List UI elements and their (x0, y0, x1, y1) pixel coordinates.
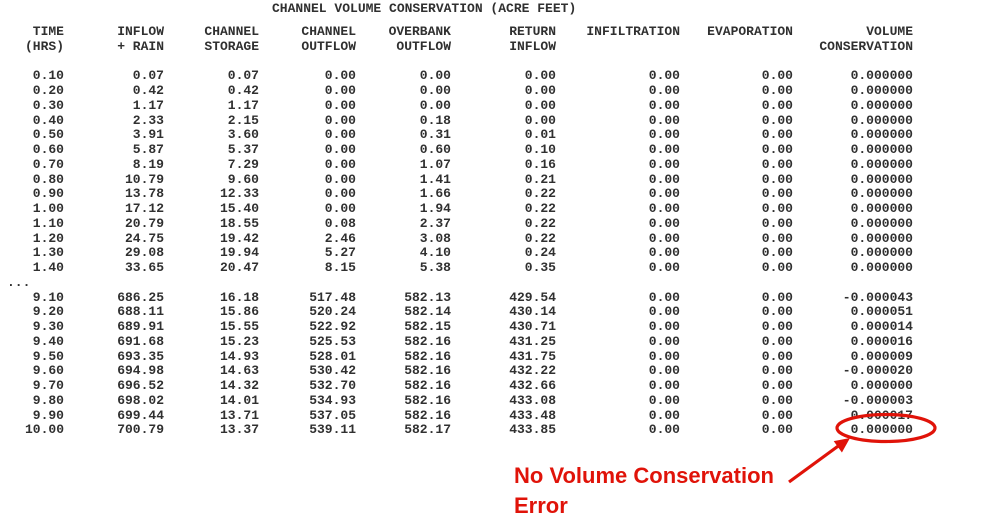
cell: 431.25 (509, 333, 556, 349)
cell: OVERBANK (388, 24, 451, 39)
cell: 0.00 (324, 156, 356, 172)
cell: 0.42 (227, 83, 259, 98)
cell: 14.93 (219, 348, 259, 364)
cell: 534.93 (309, 392, 356, 408)
cell: 0.00 (761, 83, 793, 98)
cell: 0.000000 (850, 201, 913, 216)
cell: 8.15 (324, 260, 356, 275)
cell: 0.000000 (850, 260, 913, 275)
cell: 0.000000 (850, 186, 913, 202)
table-row (0, 423, 917, 438)
cell: VOLUME (866, 24, 913, 39)
cell: 430.71 (509, 319, 556, 334)
cell: OUTFLOW (301, 38, 356, 54)
cell: 18.55 (219, 215, 259, 231)
cell: 2.15 (227, 112, 259, 128)
cell: 0.00 (648, 392, 680, 408)
cell: 0.000000 (850, 142, 913, 157)
cell: 582.15 (404, 319, 451, 334)
cell: 5.38 (419, 260, 451, 275)
cell: 0.00 (648, 378, 680, 393)
cell: 1.07 (419, 156, 451, 172)
cell: 33.65 (124, 260, 164, 275)
cell: 537.05 (309, 407, 356, 423)
cell: 582.16 (404, 407, 451, 423)
cell: 0.00 (648, 319, 680, 334)
cell: 13.37 (219, 422, 259, 438)
cell: 0.00 (761, 319, 793, 334)
cell: 0.00 (648, 245, 680, 261)
cell: 0.00 (648, 363, 680, 379)
cell: 431.75 (509, 348, 556, 364)
cell: 0.22 (524, 215, 556, 231)
cell: INFLOW (509, 38, 556, 54)
cell: 0.00 (761, 142, 793, 157)
annotation-arrow-head (834, 438, 850, 453)
cell: -0.000043 (842, 289, 913, 305)
cell: 0.00 (648, 68, 680, 84)
cell: 15.23 (219, 333, 259, 349)
table-row (0, 158, 917, 173)
table-row (0, 99, 917, 114)
table-row (0, 261, 917, 276)
cell: 14.32 (219, 378, 259, 393)
cell: 0.00 (324, 186, 356, 202)
cell: 0.35 (524, 260, 556, 275)
cell: 9.60 (32, 363, 64, 379)
annotation-text (514, 461, 774, 521)
cell: (HRS) (24, 38, 64, 54)
cell: 15.40 (219, 201, 259, 216)
cell: 9.20 (32, 304, 64, 320)
cell: 0.00 (648, 142, 680, 157)
cell: 0.00 (648, 289, 680, 305)
cell: 0.00 (761, 333, 793, 349)
cell: 522.92 (309, 319, 356, 334)
cell: 582.14 (404, 304, 451, 320)
cell: 0.000000 (850, 83, 913, 98)
cell: 0.70 (32, 156, 64, 172)
cell: 3.08 (419, 230, 451, 246)
cell: 0.00 (524, 97, 556, 113)
cell: 0.00 (648, 171, 680, 187)
cell: 0.00 (648, 201, 680, 216)
cell: 0.90 (32, 186, 64, 202)
cell: 530.42 (309, 363, 356, 379)
cell: 0.22 (524, 230, 556, 246)
cell: 0.00 (524, 68, 556, 84)
table-row (0, 128, 917, 143)
cell: 0.000014 (850, 319, 913, 334)
cell: 0.21 (524, 171, 556, 187)
cell: 3.91 (132, 127, 164, 143)
table-row (0, 202, 917, 217)
cell: 0.00 (648, 230, 680, 246)
cell (684, 40, 797, 55)
cell: 0.00 (419, 83, 451, 98)
table-row (0, 335, 917, 350)
cell: 19.42 (219, 230, 259, 246)
cell: 0.00 (761, 363, 793, 379)
ellipsis-row: ... (7, 274, 31, 290)
cell: 14.01 (219, 392, 259, 408)
cell: 0.000017 (850, 407, 913, 423)
cell: 9.60 (227, 171, 259, 187)
cell: 0.00 (648, 83, 680, 98)
cell: 0.00 (761, 378, 793, 393)
annotation-line2: Error (514, 493, 568, 518)
cell: 12.33 (219, 186, 259, 202)
cell: 693.35 (117, 348, 164, 364)
cell: 0.40 (32, 112, 64, 128)
cell: 2.37 (419, 215, 451, 231)
table-row (0, 350, 917, 365)
cell: 0.20 (32, 83, 64, 98)
cell: 0.22 (524, 201, 556, 216)
cell: 9.40 (32, 333, 64, 349)
cell: CHANNEL (204, 24, 259, 39)
cell: 539.11 (309, 422, 356, 438)
cell: 0.00 (648, 97, 680, 113)
cell: 0.00 (761, 348, 793, 364)
cell: 525.53 (309, 333, 356, 349)
cell: 429.54 (509, 289, 556, 305)
cell: 0.000000 (850, 378, 913, 393)
cell: 9.50 (32, 348, 64, 364)
cell: 19.94 (219, 245, 259, 261)
cell: 432.66 (509, 378, 556, 393)
cell: -0.000003 (842, 392, 913, 408)
cell: 8.19 (132, 156, 164, 172)
cell: 29.08 (124, 245, 164, 261)
header-row-line1 (0, 25, 917, 40)
cell: 689.91 (117, 319, 164, 334)
cell: 582.13 (404, 289, 451, 305)
cell: 15.86 (219, 304, 259, 320)
table-row (0, 217, 917, 232)
cell: 0.60 (419, 142, 451, 157)
cell: 0.00 (324, 127, 356, 143)
cell: 0.00 (524, 83, 556, 98)
table-row (0, 69, 917, 84)
cell: 0.00 (761, 186, 793, 202)
cell: 2.33 (132, 112, 164, 128)
cell: 0.31 (419, 127, 451, 143)
table-row (0, 409, 917, 424)
cell: 5.27 (324, 245, 356, 261)
cell: 0.000000 (850, 245, 913, 261)
cell: CHANNEL (301, 24, 356, 39)
cell: CONSERVATION (819, 38, 913, 54)
cell: 532.70 (309, 378, 356, 393)
cell: 0.00 (761, 97, 793, 113)
table-row (0, 364, 917, 379)
cell: 0.000000 (850, 422, 913, 438)
cell: 0.00 (324, 97, 356, 113)
cell: 0.00 (761, 201, 793, 216)
cell: 2.46 (324, 230, 356, 246)
cell: 0.00 (324, 142, 356, 157)
cell: 0.42 (132, 83, 164, 98)
cell: 0.50 (32, 127, 64, 143)
cell: 1.94 (419, 201, 451, 216)
cell: 1.20 (32, 230, 64, 246)
cell: 15.55 (219, 319, 259, 334)
cell: 14.63 (219, 363, 259, 379)
cell: 0.00 (648, 304, 680, 320)
cell: 17.12 (124, 201, 164, 216)
cell: 0.16 (524, 156, 556, 172)
cell: 0.00 (761, 215, 793, 231)
cell: 0.000000 (850, 97, 913, 113)
cell: 0.00 (761, 68, 793, 84)
cell: 0.00 (324, 112, 356, 128)
cell: 0.60 (32, 142, 64, 157)
cell: 582.17 (404, 422, 451, 438)
cell: 0.18 (419, 112, 451, 128)
cell: 698.02 (117, 392, 164, 408)
cell: 582.16 (404, 363, 451, 379)
cell: 1.41 (419, 171, 451, 187)
cell: 10.79 (124, 171, 164, 187)
cell: 0.000000 (850, 171, 913, 187)
cell: 24.75 (124, 230, 164, 246)
cell: 0.00 (761, 156, 793, 172)
cell: 430.14 (509, 304, 556, 320)
cell: 0.22 (524, 186, 556, 202)
cell: 0.00 (648, 186, 680, 202)
header-row-line2 (0, 40, 917, 55)
cell: 0.00 (761, 289, 793, 305)
cell: 517.48 (309, 289, 356, 305)
cell: 5.37 (227, 142, 259, 157)
cell: 0.00 (648, 422, 680, 438)
cell: 0.00 (648, 333, 680, 349)
cell: 1.17 (132, 97, 164, 113)
cell: 1.10 (32, 215, 64, 231)
cell: 5.87 (132, 142, 164, 157)
cell: 0.00 (648, 407, 680, 423)
cell: 0.00 (648, 156, 680, 172)
cell: 0.00 (761, 407, 793, 423)
cell: 9.80 (32, 392, 64, 408)
report-title: CHANNEL VOLUME CONSERVATION (ACRE FEET) (272, 1, 577, 16)
table-row (0, 379, 917, 394)
table-row (0, 143, 917, 158)
cell: 686.25 (117, 289, 164, 305)
cell: 0.00 (324, 171, 356, 187)
cell: 0.07 (132, 68, 164, 84)
cell: 0.000051 (850, 304, 913, 320)
cell: 1.66 (419, 186, 451, 202)
table-row (0, 187, 917, 202)
cell: 700.79 (117, 422, 164, 438)
cell: 1.00 (32, 201, 64, 216)
cell: 582.16 (404, 348, 451, 364)
cell: 699.44 (117, 407, 164, 423)
cell (560, 40, 684, 55)
cell: 0.000000 (850, 230, 913, 246)
cell: 1.30 (32, 245, 64, 261)
table-row (0, 305, 917, 320)
cell: -0.000020 (842, 363, 913, 379)
cell: 0.00 (419, 68, 451, 84)
cell: 433.48 (509, 407, 556, 423)
header-gap (0, 55, 917, 70)
cell: 0.01 (524, 127, 556, 143)
cell: 0.80 (32, 171, 64, 187)
table-row (0, 232, 917, 247)
cell: OUTFLOW (396, 38, 451, 54)
cell: 0.00 (761, 112, 793, 128)
cell: 7.29 (227, 156, 259, 172)
cell: 0.30 (32, 97, 64, 113)
cell: 0.07 (227, 68, 259, 84)
cell: 9.30 (32, 319, 64, 334)
cell: RETURN (509, 24, 556, 39)
table-row (0, 246, 917, 261)
cell: + RAIN (117, 38, 164, 54)
cell: 9.10 (32, 289, 64, 305)
cell: TIME (32, 24, 64, 39)
cell: 0.000000 (850, 112, 913, 128)
annotation-arrow-shaft (789, 444, 841, 482)
cell: 691.68 (117, 333, 164, 349)
cell: 582.16 (404, 378, 451, 393)
cell: 694.98 (117, 363, 164, 379)
cell: EVAPORATION (707, 24, 793, 39)
cell: 20.79 (124, 215, 164, 231)
cell: 0.24 (524, 245, 556, 261)
cell: INFLOW (117, 24, 164, 39)
cell: 582.16 (404, 392, 451, 408)
cell: 0.00 (761, 230, 793, 246)
cell: 688.11 (117, 304, 164, 320)
cell: 433.85 (509, 422, 556, 438)
cell: 0.10 (524, 142, 556, 157)
cell: 433.08 (509, 392, 556, 408)
table-row (0, 394, 917, 409)
annotation-line1: No Volume Conservation (514, 463, 774, 488)
table-row (0, 84, 917, 99)
cell: 0.00 (761, 422, 793, 438)
cell: 0.00 (761, 260, 793, 275)
cell: 0.00 (648, 215, 680, 231)
cell: 3.60 (227, 127, 259, 143)
cell: 0.00 (761, 304, 793, 320)
cell: 0.00 (524, 112, 556, 128)
cell: STORAGE (204, 38, 259, 54)
cell: 9.90 (32, 407, 64, 423)
cell: 0.00 (761, 171, 793, 187)
cell: 0.00 (761, 245, 793, 261)
cell: 1.40 (32, 260, 64, 275)
cell: 0.000000 (850, 68, 913, 84)
cell: 0.000000 (850, 215, 913, 231)
cell: 528.01 (309, 348, 356, 364)
cell: 0.00 (419, 97, 451, 113)
cell: 0.00 (324, 201, 356, 216)
report-table (0, 25, 917, 438)
cell: 0.00 (648, 127, 680, 143)
table-row (0, 320, 917, 335)
cell: 0.000000 (850, 127, 913, 143)
table-row (0, 173, 917, 188)
cell: 0.00 (648, 112, 680, 128)
cell: 0.00 (324, 83, 356, 98)
cell: 13.78 (124, 186, 164, 202)
cell: 696.52 (117, 378, 164, 393)
cell: 520.24 (309, 304, 356, 320)
cell: 582.16 (404, 333, 451, 349)
cell: 0.00 (648, 348, 680, 364)
cell: 0.00 (761, 392, 793, 408)
cell: 0.00 (648, 260, 680, 275)
cell: 0.00 (761, 127, 793, 143)
cell: 16.18 (219, 289, 259, 305)
cell: 0.00 (324, 68, 356, 84)
cell: 0.000009 (850, 348, 913, 364)
table-row (0, 291, 917, 306)
cell: 0.000000 (850, 156, 913, 172)
cell: INFILTRATION (586, 24, 680, 39)
cell: 13.71 (219, 407, 259, 423)
cell: 0.10 (32, 68, 64, 84)
cell: 432.22 (509, 363, 556, 379)
cell: 1.17 (227, 97, 259, 113)
table-row (0, 114, 917, 129)
cell: 9.70 (32, 378, 64, 393)
cell: 4.10 (419, 245, 451, 261)
cell: 10.00 (24, 422, 64, 438)
cell: 20.47 (219, 260, 259, 275)
cell: 0.08 (324, 215, 356, 231)
cell: 0.000016 (850, 333, 913, 349)
